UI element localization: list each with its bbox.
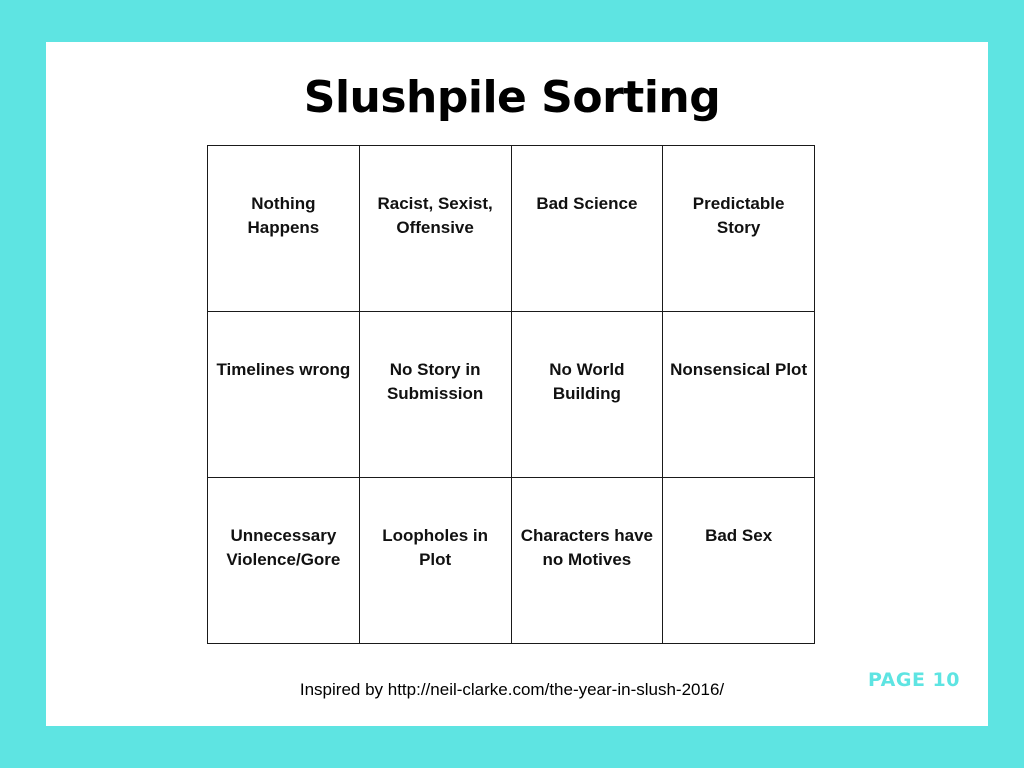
grid-row (208, 478, 815, 644)
source-credit: Inspired by http://neil-clarke.com/the-year-in-slush-2016/ (299, 680, 725, 699)
grid-cell: Loopholes in Plot (359, 478, 511, 644)
slide-title: Slushpile Sorting (303, 72, 721, 123)
grid-cell: Characters have no Motives (511, 478, 663, 644)
grid-cell: Predictable Story (663, 146, 815, 312)
grid-cell: Bad Science (511, 146, 663, 312)
grid-cell: Bad Sex (663, 478, 815, 644)
grid-cell: No Story in Submission (359, 312, 511, 478)
grid-cell: No World Building (511, 312, 663, 478)
grid-cell: Unnecessary Violence/Gore (208, 478, 360, 644)
page-number: PAGE 10 (867, 669, 960, 691)
slush-grid (207, 145, 815, 644)
grid-row (208, 312, 815, 478)
grid-row (208, 146, 815, 312)
grid-cell: Racist, Sexist, Offensive (359, 146, 511, 312)
grid-cell: Nonsensical Plot (663, 312, 815, 478)
grid-cell: Nothing Happens (208, 146, 360, 312)
grid-cell: Timelines wrong (208, 312, 360, 478)
